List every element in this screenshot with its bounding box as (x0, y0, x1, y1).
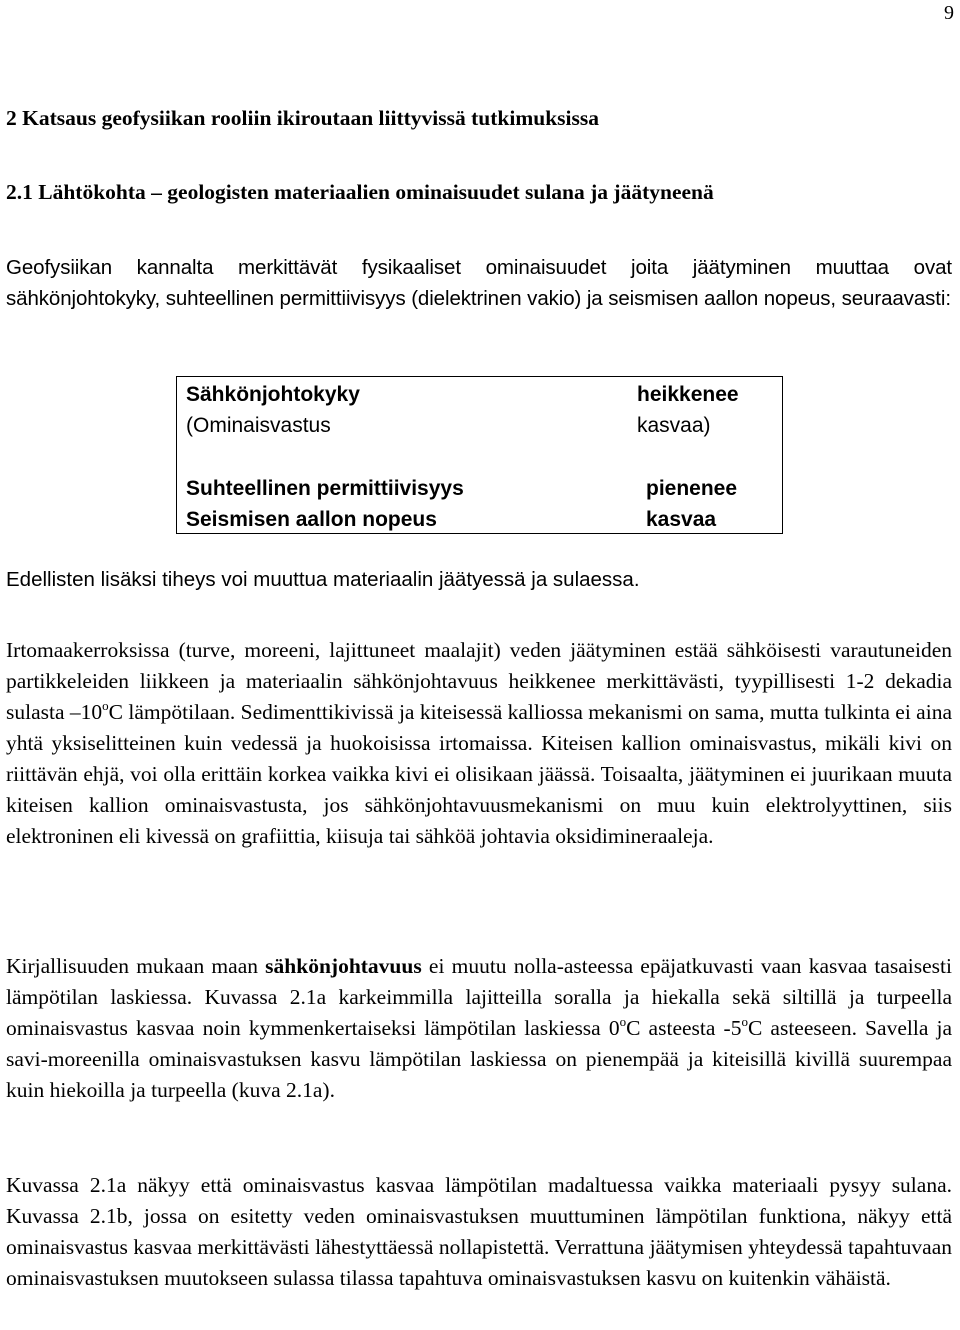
soils-paragraph (6, 635, 952, 852)
literature-paragraph (6, 951, 952, 1106)
property-effect: heikkenee (637, 383, 739, 406)
section-heading: 2.1 Lähtökohta – geologisten materiaalien ominaisuudet sulana ja jäätyneenä (6, 180, 714, 204)
bold-term: sähkönjohtavuus (265, 954, 422, 978)
intro-paragraph: Geofysiikan kannalta merkittävät fysikaaliset ominaisuudet joita jäätyminen muuttaa ovat sähkönjohtokyky, suhteellinen permittiivisyys (dielektrinen vakio) ja seismisen aallon nopeus, seuraavasti: (6, 256, 952, 310)
property-effect: pienenee (646, 477, 738, 500)
literature-text-d: C asteeseen. Savella ja savi-moreenilla ominaisvastuksen kasvu lämpötilan laskiessa on pienempää ja kiteisillä kivillä suurempaa kuin hiekoilla ja turpeella (kuva 2.1a). (6, 1016, 953, 1102)
literature-text-c: C asteesta -5 (626, 1016, 742, 1040)
page-number: 9 (944, 2, 954, 24)
soils-text-b: C lämpötilaan. Sedimenttikivissä ja kiteisessä kalliossa mekanismi on sama, mutta tulkinta ei aina yhtä yksiselitteinen kuin vedessä ja huokoisissa irtomaissa. Kiteisen kallion ominaisvastus, mikäli kivi on riittävän ehjä, voi olla erittäin korkea vaikka kivi ei olisikaan jäässä. Toisaalta, jäätyminen ei juurikaan muuta kiteisen kallion ominaisvastusta, jos sähkönjohtavuusmekanismi on muu kuin elektrolyyttinen, siis elektroninen eli kivessä on grafiittia, kiisuja tai sähköä johtavia oksidimineraaleja. (6, 700, 952, 848)
degree-superscript: o (619, 1014, 627, 1029)
property-label: (Ominaisvastus (186, 414, 331, 437)
property-effect: kasvaa) (637, 414, 711, 437)
property-label: Suhteellinen permittiivisyys (186, 477, 464, 500)
figure-paragraph: Kuvassa 2.1a näkyy että ominaisvastus kasvaa lämpötilan madaltuessa vaikka materiaali pysyy sulana. Kuvassa 2.1b, jossa on esitetty veden ominaisvastuksen muuttuminen lämpötilan funktiona, näkyy että ominaisvastus kasvaa merkittävästi lähestyttäessä nollapistettä. Verrattuna jäätymisen yhteydessä tapahtuvaan ominaisvastuksen muutokseen sulassa tilassa tapahtuva ominaisvastuksen kasvu on kuitenkin vähäistä. (6, 1173, 952, 1290)
chapter-heading: 2 Katsaus geofysiikan rooliin ikiroutaan liittyvissä tutkimuksissa (6, 106, 599, 130)
soils-text-a: Irtomaakerroksissa (turve, moreeni, lajittuneet maalajit) veden jäätyminen estää sähköisesti varautuneiden partikkeleiden liikkeen ja materiaalin sähkönjohtavuus heikkenee merkittävästi, tyypillisesti 1-2 dekadia sulasta –10 (6, 638, 952, 724)
literature-text-a: Kirjallisuuden mukaan maan (6, 954, 266, 978)
property-label: Sähkönjohtokyky (186, 383, 360, 406)
literature-text-b: ei muutu nolla-asteessa epäjatkuvasti vaan kasvaa tasaisesti lämpötilan laskiessa. Kuvassa 2.1a karkeimmilla lajitteilla soralla ja hiekalla sekä siltillä ja turpeella ominaisvastus kasvaa noin kymmenkertaiseksi lämpötilan laskiessa 0 (6, 954, 952, 1040)
property-table (176, 376, 783, 534)
property-label: Seismisen aallon nopeus (186, 508, 437, 531)
property-effect: kasvaa (646, 508, 717, 531)
density-note: Edellisten lisäksi tiheys voi muuttua materiaalin jäätyessä ja sulaessa. (6, 568, 640, 591)
degree-superscript: o (102, 698, 109, 713)
degree-superscript: o (741, 1014, 748, 1029)
